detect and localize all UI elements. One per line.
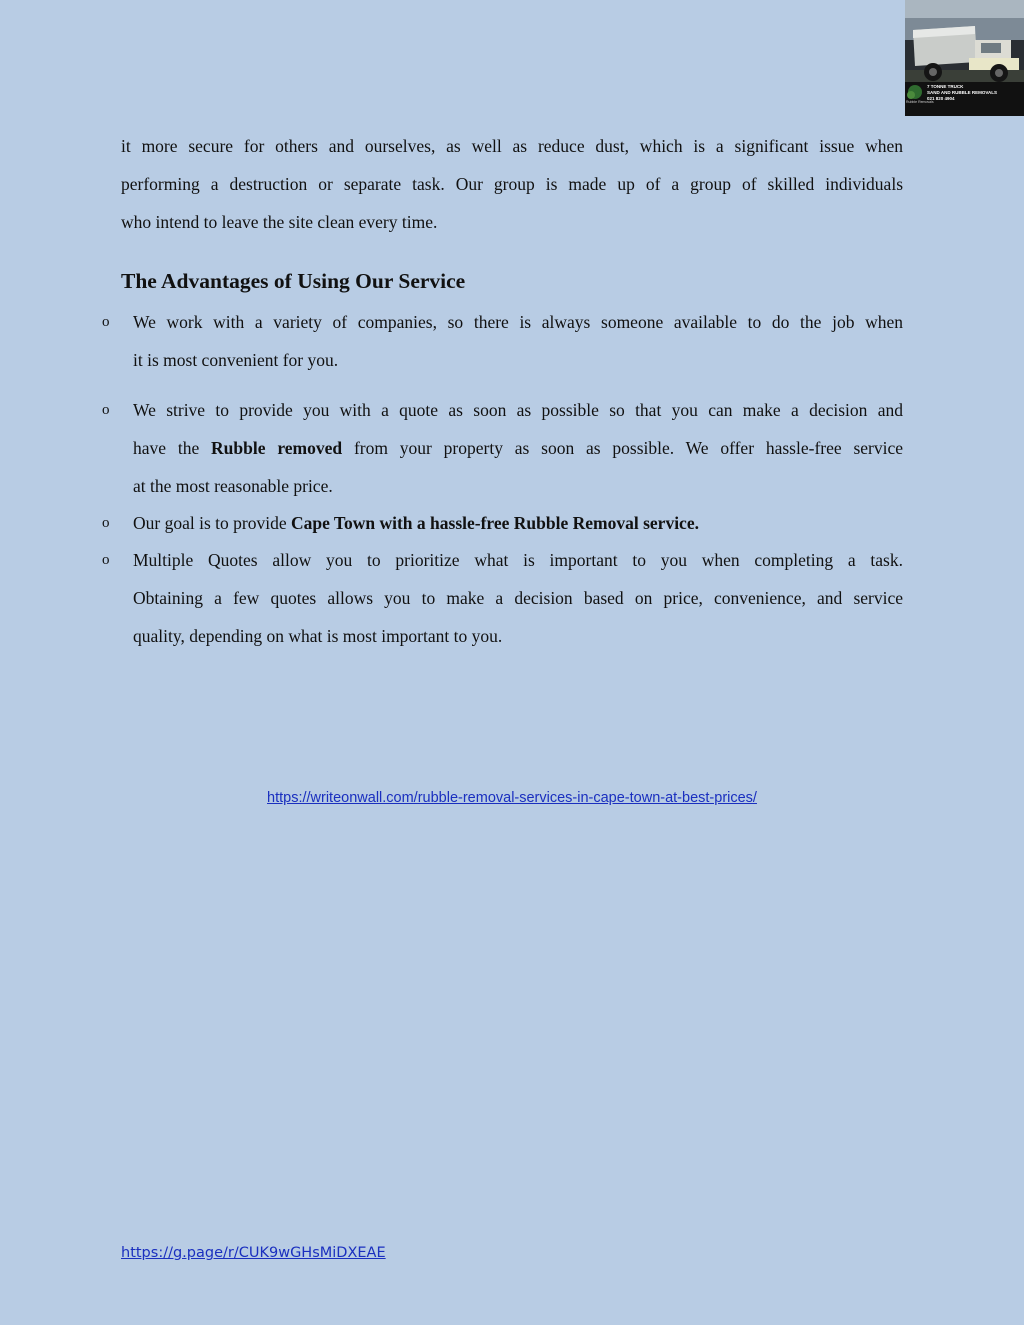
bullet-item-2 — [133, 392, 903, 505]
bullet-item-1 — [133, 304, 903, 380]
bullet-1-line-2: it is most convenient for you. — [133, 349, 339, 370]
bullet-2-line-1: We strive to provide you with a quote as soon as possible so that you can make a decision and — [133, 400, 903, 420]
bullet-item-4 — [133, 542, 903, 655]
bullet-2-line-2 — [133, 430, 903, 468]
logo-caption-line-2: SAND AND RUBBLE REMOVALS — [927, 90, 998, 95]
intro-line-2: performing a destruction or separate task. Our group is made up of a group of skilled individuals — [121, 173, 903, 194]
logo-caption — [927, 84, 997, 102]
bullet-2-bold: Rubble removed — [211, 437, 343, 458]
bullet-marker-3: o — [102, 515, 110, 531]
company-logo — [905, 0, 1024, 116]
google-page-link[interactable]: https://g.page/r/CUK9wGHsMiDXEAE — [121, 1245, 386, 1261]
bullet-marker-1: o — [102, 314, 110, 330]
intro-line-3: who intend to leave the site clean every time. — [121, 211, 438, 232]
bullet-4-line-2: Obtaining a few quotes allows you to make a decision based on price, convenience, and service — [133, 587, 903, 608]
bullet-2-line-2-post: from your property as soon as possible. We offer hassle-free service — [342, 437, 903, 458]
logo-caption-line-1: 7 TONNE TRUCK — [927, 84, 964, 89]
section-heading: The Advantages of Using Our Service — [121, 269, 466, 293]
bullet-2-line-3: at the most reasonable price. — [133, 475, 333, 496]
bullet-3-bold: Cape Town with a hassle-free Rubble Removal service. — [290, 513, 699, 533]
intro-paragraph — [121, 128, 903, 241]
bullet-marker-2: o — [102, 402, 110, 418]
logo-caption-line-3: 021 820 4904 — [927, 96, 955, 101]
logo-side-text: Rubble Removals — [906, 100, 934, 104]
article-link[interactable]: https://writeonwall.com/rubble-removal-services-in-cape-town-at-best-prices/ — [267, 790, 757, 806]
bullet-1-line-1: We work with a variety of companies, so there is always someone available to do the job when — [133, 312, 903, 332]
bullet-3-pre: Our goal is to provide — [133, 513, 291, 533]
bullet-4-line-3: quality, depending on what is most important to you. — [133, 625, 503, 646]
bullet-3-line-1 — [133, 505, 903, 543]
bullet-2-line-2-pre: have the — [133, 437, 212, 458]
intro-line-1: it more secure for others and ourselves, as well as reduce dust, which is a significant issue when — [121, 136, 903, 156]
bullet-4-line-1: Multiple Quotes allow you to prioritize what is important to you when completing a task. — [133, 550, 903, 570]
bullet-item-3 — [133, 505, 903, 543]
bullet-marker-4: o — [102, 552, 110, 568]
